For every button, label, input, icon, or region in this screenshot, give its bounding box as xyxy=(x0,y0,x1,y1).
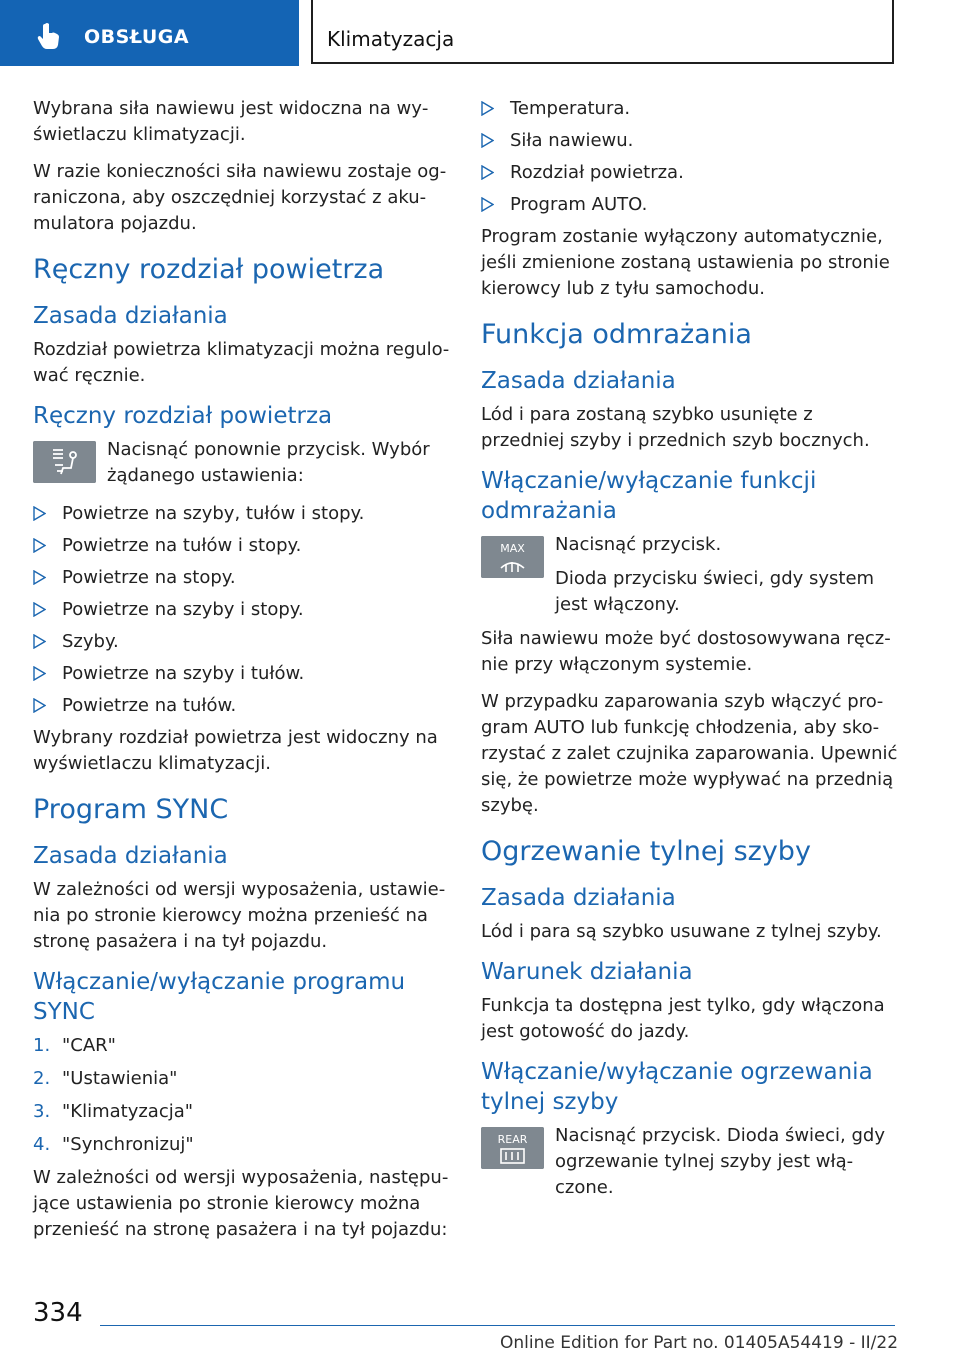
list-item: Szyby. xyxy=(33,629,458,655)
subsection-heading: Włączanie/wyłączanie ogrzewania tylnej szyby xyxy=(481,1059,873,1115)
list-item: Temperatura. xyxy=(481,96,901,122)
rear-defrost-button-icon xyxy=(481,1127,544,1169)
step-item: 1. "CAR" xyxy=(33,1035,116,1056)
paragraph: W razie konieczności siła nawiewu zostaje ograniczona, aby oszczędniej korzystać z akumulatora pojazdu. xyxy=(33,161,447,234)
max-button-label: MAX xyxy=(500,542,525,555)
list-item: Rozdział powietrza. xyxy=(481,160,901,186)
paragraph: Lód i para zostaną szybko usunięte z przedniej szyby i przednich szyb bocznych. xyxy=(481,404,870,451)
list-item: Powietrze na szyby i tułów. xyxy=(33,661,458,687)
topic-header xyxy=(311,0,894,64)
list-item: Siła nawiewu. xyxy=(481,128,901,154)
instruction-text: Dioda przycisku świeci, gdy system jest włączony. xyxy=(555,568,875,615)
list-item: Powietrze na szyby, tułów i stopy. xyxy=(33,501,458,527)
step-item: 3. "Klimatyzacja" xyxy=(33,1101,194,1122)
paragraph: Wybrany rozdział powietrza jest widoczny na wyświetlaczu klimatyzacji. xyxy=(33,727,438,774)
air-distribution-instruction xyxy=(33,437,458,493)
subsection-heading: Zasada działania xyxy=(33,303,228,329)
triangle-bullet-icon xyxy=(33,666,46,681)
step-item: 4. "Synchronizuj" xyxy=(33,1134,194,1155)
triangle-bullet-icon xyxy=(481,133,494,148)
subsection-heading: Warunek działania xyxy=(481,959,693,985)
paragraph: Wybrana siła nawiewu jest widoczna na wyświetlaczu klimatyzacji. xyxy=(33,98,429,145)
paragraph: Program zostanie wyłączony automatycznie, jeśli zmienione zostaną ustawienia po stronie kierowcy lub z tyłu samochodu. xyxy=(481,226,890,299)
max-defrost-instruction xyxy=(481,532,901,618)
sync-settings-list xyxy=(481,96,901,218)
list-item: Program AUTO. xyxy=(481,192,901,218)
footer-divider xyxy=(100,1325,895,1326)
section-heading: Funkcja odmrażania xyxy=(481,319,752,350)
subsection-heading: Zasada działania xyxy=(33,843,228,869)
subsection-heading: Ręczny rozdział powietrza xyxy=(33,403,333,429)
section-label: OBSŁUGA xyxy=(84,26,190,48)
triangle-bullet-icon xyxy=(481,101,494,116)
left-column xyxy=(33,96,458,1254)
instruction-text: Nacisnąć przycisk. xyxy=(555,534,722,555)
paragraph: Lód i para są szybko usuwane z tylnej szyby. xyxy=(481,921,882,942)
hand-pointer-icon xyxy=(36,22,62,50)
section-heading: Program SYNC xyxy=(33,794,229,825)
section-heading: Ogrzewanie tylnej szyby xyxy=(481,836,811,867)
subsection-heading: Włączanie/wyłączanie funkcji odmrażania xyxy=(481,468,817,524)
triangle-bullet-icon xyxy=(33,698,46,713)
instruction-text: Nacisnąć ponownie przycisk. Wybór żądanego ustawienia: xyxy=(107,439,430,486)
subsection-heading: Włączanie/wyłączanie programu SYNC xyxy=(33,969,406,1025)
triangle-bullet-icon xyxy=(33,602,46,617)
triangle-bullet-icon xyxy=(33,634,46,649)
list-item: Powietrze na szyby i stopy. xyxy=(33,597,458,623)
topic-title: Klimatyzacja xyxy=(327,27,455,51)
max-defrost-button-icon xyxy=(481,536,544,578)
page-number: 334 xyxy=(33,1298,83,1328)
instruction-text: Nacisnąć przycisk. Dioda świeci, gdy ogrzewanie tylnej szyby jest włączone. xyxy=(555,1125,885,1198)
section-heading: Ręczny rozdział powietrza xyxy=(33,254,385,285)
right-column xyxy=(481,96,901,1209)
paragraph: W zależności od wersji wyposażenia, ustawienia po stronie kierowcy można przenieść na stronę pasażera i na tył pojazdu. xyxy=(33,879,446,952)
paragraph: W zależności od wersji wyposażenia, następujące ustawienia po stronie kierowcy można przenieść na stronę pasażera i na tył pojazdu: xyxy=(33,1167,449,1240)
header-section-tab xyxy=(0,0,299,66)
list-item: Powietrze na tułów i stopy. xyxy=(33,533,458,559)
paragraph: Rozdział powietrza klimatyzacji można regulować ręcznie. xyxy=(33,339,450,386)
paragraph: Funkcja ta dostępna jest tylko, gdy włączona jest gotowość do jazdy. xyxy=(481,995,885,1042)
list-item: Powietrze na stopy. xyxy=(33,565,458,591)
subsection-heading: Zasada działania xyxy=(481,885,676,911)
edition-text: Online Edition for Part no. 01405A54419 - II/22 xyxy=(500,1333,899,1353)
subsection-heading: Zasada działania xyxy=(481,368,676,394)
triangle-bullet-icon xyxy=(33,538,46,553)
triangle-bullet-icon xyxy=(33,570,46,585)
list-item: Powietrze na tułów. xyxy=(33,693,458,719)
rear-button-label: REAR xyxy=(497,1133,528,1146)
paragraph: Siła nawiewu może być dostosowywana ręcznie przy włączonym systemie. xyxy=(481,628,891,675)
air-distribution-button-icon xyxy=(33,441,96,483)
paragraph: W przypadku zaparowania szyb włączyć program AUTO lub funkcję chłodzenia, aby skorzystać z zalet czujnika zaparowania. Upewnić się, że powietrze może wypływać na przednią szybę. xyxy=(481,691,898,816)
triangle-bullet-icon xyxy=(481,165,494,180)
distribution-list xyxy=(33,501,458,719)
triangle-bullet-icon xyxy=(481,197,494,212)
rear-defrost-instruction xyxy=(481,1123,901,1201)
triangle-bullet-icon xyxy=(33,506,46,521)
step-item: 2. "Ustawienia" xyxy=(33,1068,178,1089)
sync-steps xyxy=(33,1033,458,1158)
